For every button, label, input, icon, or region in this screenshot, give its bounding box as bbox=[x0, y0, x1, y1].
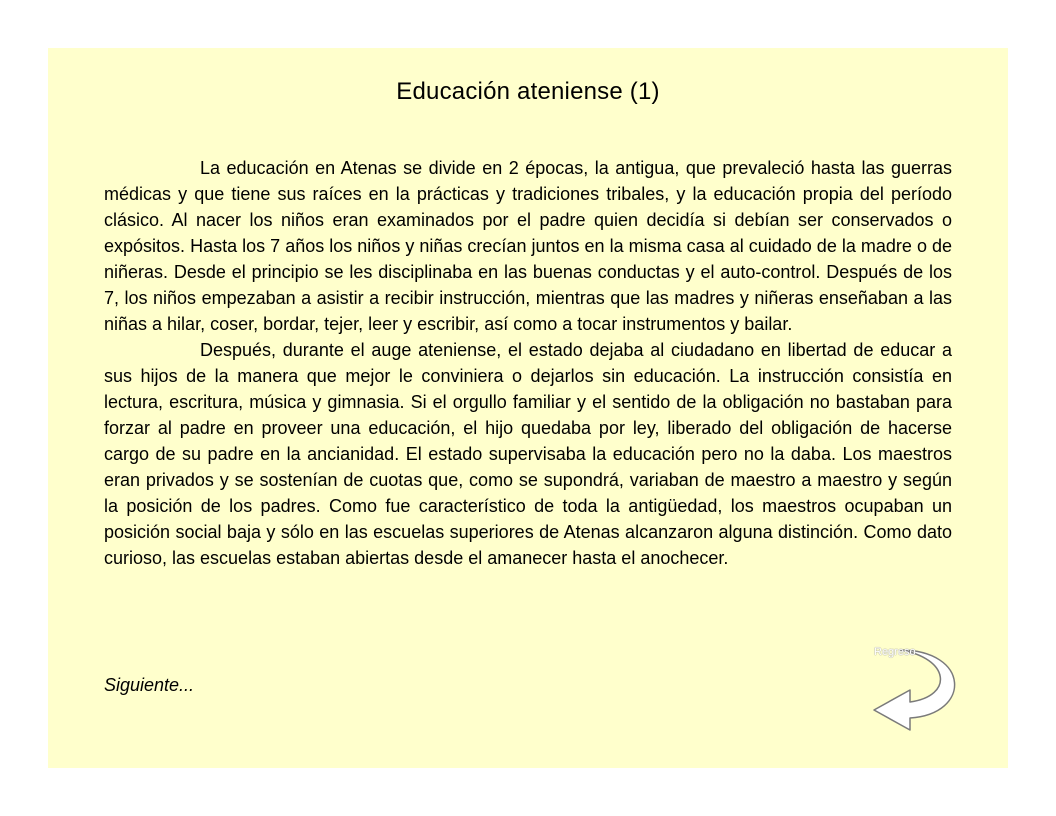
paragraph-ancient-education: La educación en Atenas se divide en 2 épocas, la antigua, que prevaleció hasta las guerras médicas y que tiene sus raíces en la prácticas y tradiciones tribales, y la educación propia del período clásico. Al nacer los niños eran examinados por el padre quien decidía si debían ser conservados o expósitos. Hasta los 7 años los niños y niñas crecían juntos en la misma casa al cuidado de la madre o de niñeras. Desde el principio se les disciplinaba en las buenas conductas y el auto-control. Después de los 7, los niños empezaban a asistir a recibir instrucción, mientras que las madres y niñeras enseñaban a las niñas a hilar, coser, bordar, tejer, leer y escribir, así como a tocar instrumentos y bailar. bbox=[104, 158, 952, 334]
slide bbox=[48, 48, 1008, 768]
return-label: Regreso bbox=[874, 646, 916, 658]
next-link[interactable]: Siguiente... bbox=[104, 675, 195, 695]
paragraph-athenian-peak: Después, durante el auge ateniense, el estado dejaba al ciudadano en libertad de educar a sus hijos de la manera que mejor le conviniera o dejarlos sin educación. La instrucción consistía en lectura, escritura, música y gimnasia. Si el orgullo familiar y el sentido de la obligación no bastaban para forzar al padre en proveer una educación, el hijo quedaba por ley, liberado del obligación de hacerse cargo de su padre en la ancianidad. El estado supervisaba la educación pero no la daba. Los maestros eran privados y se sostenían de cuotas que, como se supondrá, variaban de maestro a maestro y según la posición de los padres. Como fue característico de toda la antigüedad, los maestros ocupaban un posición social baja y sólo en las escuelas superiores de Atenas alcanzaron alguna distinción. Como dato curioso, las escuelas estaban abiertas desde el amanecer hasta el anochecer. bbox=[104, 340, 952, 568]
slide-body bbox=[104, 155, 952, 571]
slide-title: Educación ateniense (1) bbox=[396, 78, 660, 105]
return-button[interactable] bbox=[870, 644, 974, 734]
